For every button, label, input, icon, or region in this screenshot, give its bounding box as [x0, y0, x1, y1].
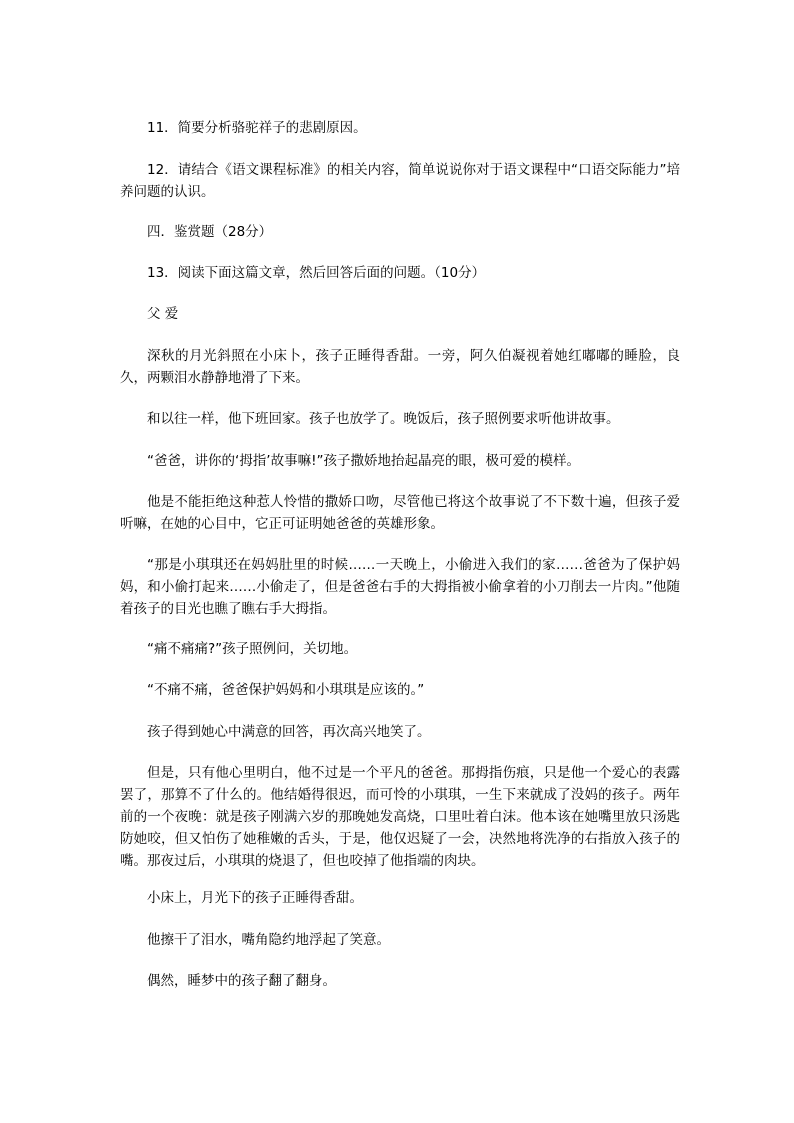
question-12: 12．请结合《语文课程标准》的相关内容，简单说说你对于语文课程中“口语交际能力”培养问题的认识。: [120, 162, 680, 200]
article-paragraph: “不痛不痛，爸爸保护妈妈和小琪琪是应该的。”: [147, 682, 425, 698]
question-11: 11．简要分析骆驼祥子的悲剧原因。: [147, 120, 367, 136]
question-13: 13．阅读下面这篇文章，然后回答后面的问题。（10分）: [147, 265, 486, 281]
article-paragraph: 偶然，睡梦中的孩子翻了翻身。: [147, 973, 336, 989]
article-title: 父 爱: [147, 306, 179, 322]
section-heading-appreciation: 四．鉴赏题（28分）: [147, 224, 273, 240]
article-paragraph: 但是，只有他心里明白，他不过是一个平凡的爸爸。那拇指伤痕，只是他一个爱心的表露罢了，那算不了什么的。他结婚得很迟，而可怜的小琪琪，一生下来就成了没妈的孩子。两年前的一个夜晚：就是孩子刚满六岁的那晚她发高烧，口里吐着白沫。他本该在她嘴里放只汤匙防她咬，但又怕伤了她稚嫩的舌头，于是，他仅迟疑了一会，决然地将洗净的右指放入孩子的嘴。那夜过后，小琪琪的烧退了，但也咬掉了他指端的肉块。: [120, 765, 680, 869]
article-paragraph: “那是小琪琪还在妈妈肚里的时候……一天晚上，小偷进入我们的家……爸爸为了保护妈妈，和小偷打起来……小偷走了，但是爸爸右手的大拇指被小偷拿着的小刀削去一片肉。”他随着孩子的目光也瞧了瞧右手大拇指。: [120, 557, 680, 617]
article-paragraph: 他是不能拒绝这种惹人怜惜的撒娇口吻，尽管他已将这个故事说了不下数十遍，但孩子爱听嘛，在她的心目中，它正可证明她爸爸的英雄形象。: [120, 494, 680, 532]
article-paragraph: 深秋的月光斜照在小床卜，孩子正睡得香甜。一旁，阿久伯凝视着她红嘟嘟的睡脸，良久，两颗泪水静静地滑了下来。: [120, 348, 680, 386]
article-paragraph: “痛不痛痛?”孩子照例问，关切地。: [147, 641, 358, 657]
article-paragraph: 小床上，月光下的孩子正睡得香甜。: [147, 890, 363, 906]
article-paragraph: 孩子得到她心中满意的回答，再次高兴地笑了。: [147, 724, 431, 740]
article-paragraph: “爸爸，讲你的‘拇指’故事嘛!”孩子撒娇地抬起晶亮的眼，极可爱的模样。: [147, 453, 580, 469]
article-paragraph: 和以往一样，他下班回家。孩子也放学了。晚饭后，孩子照例要求听他讲故事。: [147, 411, 620, 427]
article-paragraph: 他擦干了泪水，嘴角隐约地浮起了笑意。: [147, 932, 390, 948]
